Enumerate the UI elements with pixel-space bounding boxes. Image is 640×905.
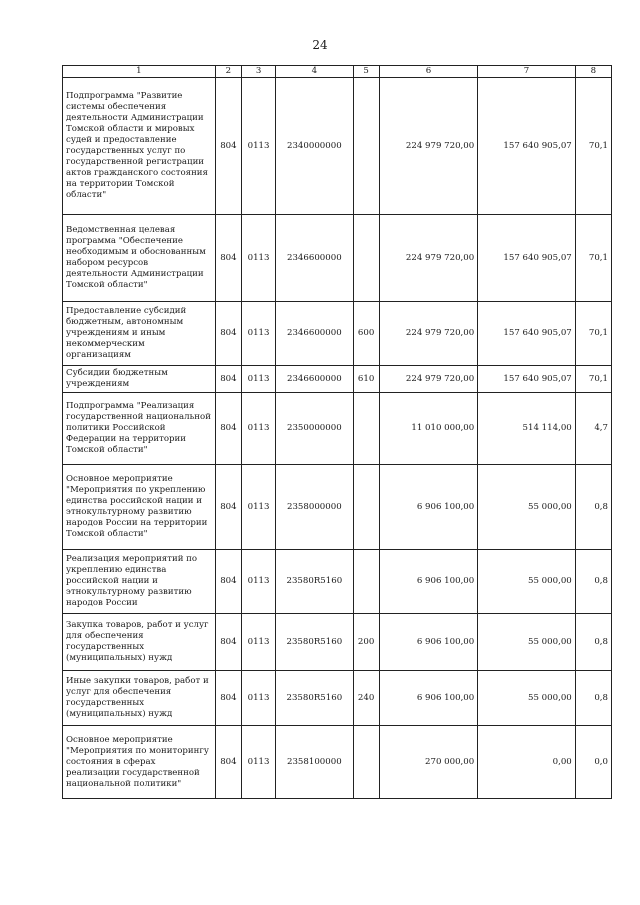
- cell-code: 804: [215, 302, 241, 366]
- cell-section: 0113: [241, 671, 275, 726]
- cell-target: 2350000000: [276, 393, 353, 465]
- header-cell: 3: [241, 66, 275, 78]
- cell-target: 23580R5160: [276, 614, 353, 671]
- cell-plan: 224 979 720,00: [379, 366, 478, 393]
- cell-code: 804: [215, 614, 241, 671]
- cell-section: 0113: [241, 215, 275, 302]
- table-row: [63, 302, 612, 366]
- cell-expense-type: [353, 393, 379, 465]
- header-cell: 1: [63, 66, 216, 78]
- item-name: Реализация мероприятий по укреплению единства российской нации и этнокультурному развитию народов России: [63, 550, 216, 614]
- cell-code: 804: [215, 393, 241, 465]
- item-name: Предоставление субсидий бюджетным, автономным учреждениям и иным некоммерческим организациям: [63, 302, 216, 366]
- cell-expense-type: 610: [353, 366, 379, 393]
- table-row: [63, 726, 612, 799]
- cell-percent: 70,1: [575, 366, 611, 393]
- cell-plan: 224 979 720,00: [379, 302, 478, 366]
- cell-actual: 157 640 905,07: [478, 366, 576, 393]
- header-cell: 2: [215, 66, 241, 78]
- cell-percent: 70,1: [575, 78, 611, 215]
- cell-expense-type: [353, 215, 379, 302]
- cell-section: 0113: [241, 302, 275, 366]
- cell-expense-type: [353, 726, 379, 799]
- cell-target: 2346600000: [276, 215, 353, 302]
- table-row: [63, 393, 612, 465]
- cell-actual: 55 000,00: [478, 550, 576, 614]
- cell-percent: 0,8: [575, 550, 611, 614]
- cell-section: 0113: [241, 614, 275, 671]
- item-name: Основное мероприятие "Мероприятия по укреплению единства российской нации и этнокультурному развитию народов России на территории Томской области": [63, 465, 216, 550]
- cell-plan: 6 906 100,00: [379, 614, 478, 671]
- cell-target: 2340000000: [276, 78, 353, 215]
- cell-target: 2346600000: [276, 302, 353, 366]
- table-row: [63, 614, 612, 671]
- cell-plan: 6 906 100,00: [379, 465, 478, 550]
- item-name: Основное мероприятие "Мероприятия по мониторингу состояния в сферах реализации государственной национальной политики": [63, 726, 216, 799]
- cell-section: 0113: [241, 78, 275, 215]
- item-name: Субсидии бюджетным учреждениям: [63, 366, 216, 393]
- cell-target: 2358000000: [276, 465, 353, 550]
- cell-plan: 11 010 000,00: [379, 393, 478, 465]
- cell-actual: 157 640 905,07: [478, 302, 576, 366]
- item-name: Ведомственная целевая программа "Обеспечение необходимым и обоснованным набором ресурсов деятельности Администрации Томской области": [63, 215, 216, 302]
- table-row: [63, 215, 612, 302]
- page-number: 24: [312, 38, 328, 52]
- cell-expense-type: [353, 465, 379, 550]
- header-row: [63, 66, 612, 78]
- header-cell: 8: [575, 66, 611, 78]
- cell-section: 0113: [241, 366, 275, 393]
- cell-actual: 55 000,00: [478, 614, 576, 671]
- item-name: Закупка товаров, работ и услуг для обеспечения государственных (муниципальных) нужд: [63, 614, 216, 671]
- cell-plan: 6 906 100,00: [379, 550, 478, 614]
- cell-target: 2358100000: [276, 726, 353, 799]
- budget-table: [62, 65, 612, 799]
- table-row: [63, 550, 612, 614]
- cell-code: 804: [215, 671, 241, 726]
- cell-percent: 0,0: [575, 726, 611, 799]
- cell-code: 804: [215, 726, 241, 799]
- cell-code: 804: [215, 550, 241, 614]
- cell-expense-type: 200: [353, 614, 379, 671]
- cell-percent: 0,8: [575, 614, 611, 671]
- cell-section: 0113: [241, 726, 275, 799]
- item-name: Подпрограмма "Реализация государственной национальной политики Российской Федерации на территории Томской области": [63, 393, 216, 465]
- cell-expense-type: 240: [353, 671, 379, 726]
- cell-percent: 4,7: [575, 393, 611, 465]
- cell-plan: 224 979 720,00: [379, 215, 478, 302]
- table-row: [63, 78, 612, 215]
- cell-expense-type: [353, 78, 379, 215]
- table-row: [63, 671, 612, 726]
- cell-code: 804: [215, 465, 241, 550]
- header-cell: 6: [379, 66, 478, 78]
- cell-expense-type: [353, 550, 379, 614]
- table-row: [63, 366, 612, 393]
- cell-actual: 0,00: [478, 726, 576, 799]
- cell-code: 804: [215, 215, 241, 302]
- cell-plan: 224 979 720,00: [379, 78, 478, 215]
- cell-section: 0113: [241, 393, 275, 465]
- cell-actual: 157 640 905,07: [478, 215, 576, 302]
- item-name: Подпрограмма "Развитие системы обеспечения деятельности Администрации Томской области и мировых судей и предоставление государственных услуг по государственной регистрации актов гражданского состояния на территории Томской области": [63, 78, 216, 215]
- cell-target: 23580R5160: [276, 671, 353, 726]
- cell-percent: 0,8: [575, 465, 611, 550]
- cell-target: 2346600000: [276, 366, 353, 393]
- cell-target: 23580R5160: [276, 550, 353, 614]
- cell-code: 804: [215, 78, 241, 215]
- cell-expense-type: 600: [353, 302, 379, 366]
- cell-percent: 70,1: [575, 215, 611, 302]
- cell-actual: 55 000,00: [478, 671, 576, 726]
- cell-plan: 270 000,00: [379, 726, 478, 799]
- cell-percent: 70,1: [575, 302, 611, 366]
- cell-actual: 55 000,00: [478, 465, 576, 550]
- cell-section: 0113: [241, 550, 275, 614]
- cell-actual: 157 640 905,07: [478, 78, 576, 215]
- cell-percent: 0,8: [575, 671, 611, 726]
- cell-section: 0113: [241, 465, 275, 550]
- item-name: Иные закупки товаров, работ и услуг для обеспечения государственных (муниципальных) нужд: [63, 671, 216, 726]
- header-cell: 5: [353, 66, 379, 78]
- cell-code: 804: [215, 366, 241, 393]
- table-row: [63, 465, 612, 550]
- header-cell: 7: [478, 66, 576, 78]
- header-cell: 4: [276, 66, 353, 78]
- cell-plan: 6 906 100,00: [379, 671, 478, 726]
- cell-actual: 514 114,00: [478, 393, 576, 465]
